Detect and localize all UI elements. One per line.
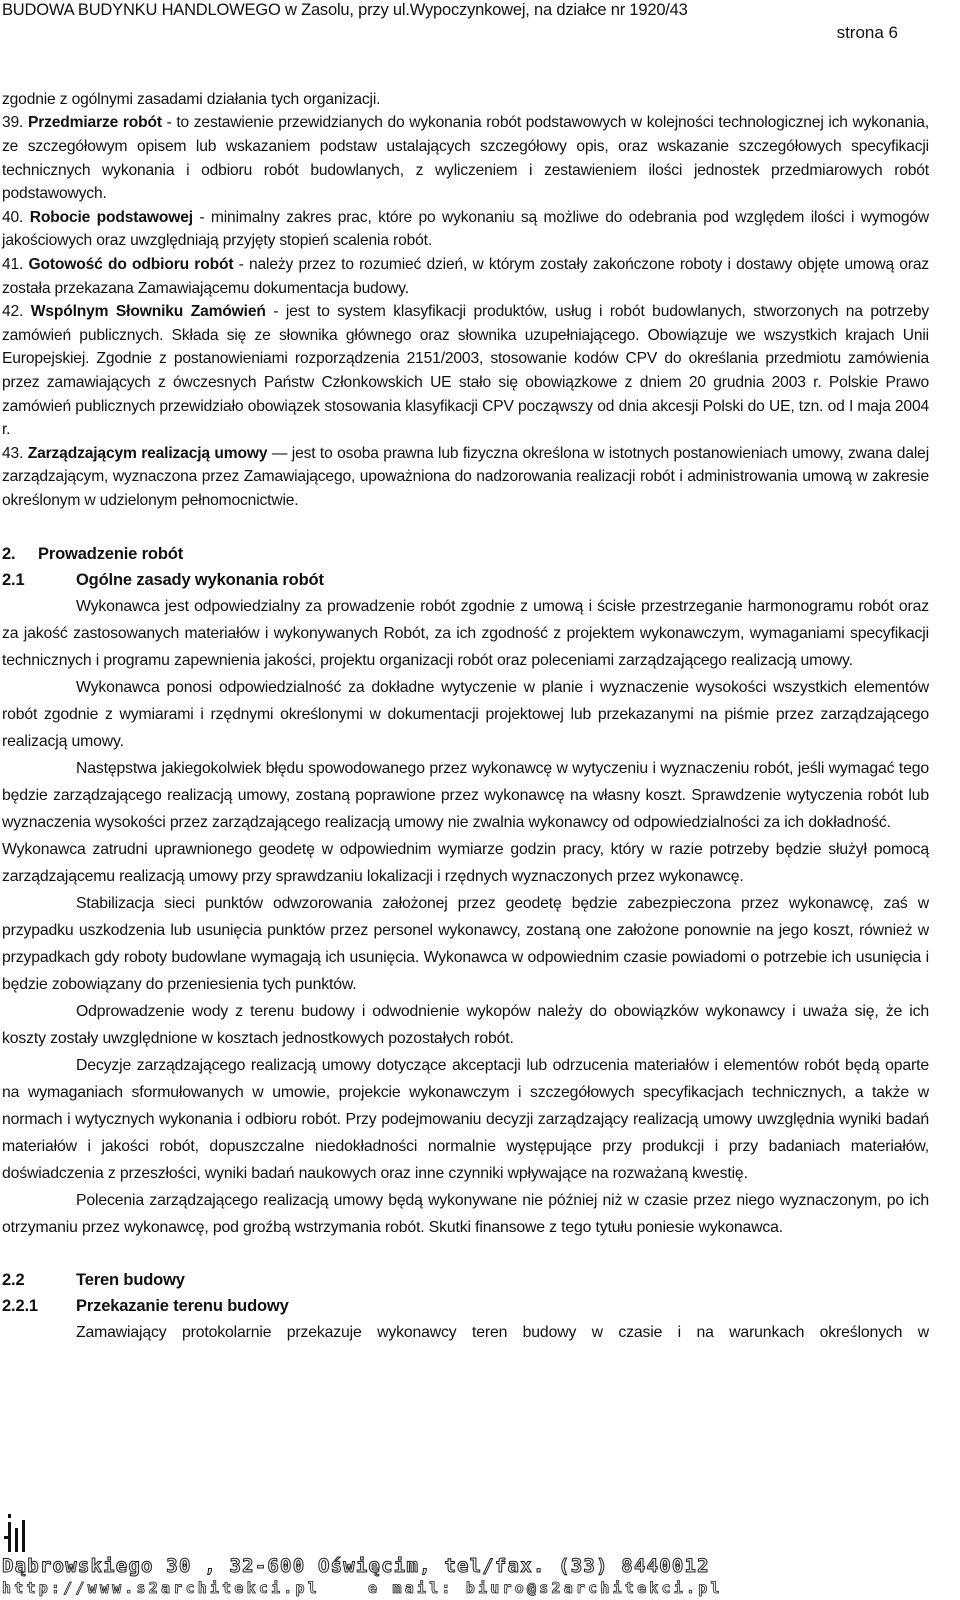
definition-40 [2,206,929,253]
section-heading-2-2 [2,1267,929,1293]
definition-text: - minimalny zakres prac, które po wykonaniu są możliwe do odebrania pod względem ilości i wymogów jakościowych oraz uwzględniają przyjęty stopień scalenia robót. [2,208,930,250]
paragraph: Polecenia zarządzającego realizacją umowy będą wykonywane nie później niż w czasie przez niego wyznaczonym, po ich otrzymaniu przez wykonawcę, pod groźbą wstrzymania robót. Skutki finansowe z tego tytułu poniesie wykonawca. [2,1191,929,1236]
definition-41 [2,253,929,300]
paragraph: Wykonawca zatrudni uprawnionego geodetę w odpowiednim wymiarze godzin pracy, który w razie potrzeby będzie służył pomocą zarządzającemu realizacją umowy przy sprawdzaniu lokalizacji i rzędnych wyznaczonych przez wykonawcę. [2,840,929,885]
company-logo-icon [4,1514,28,1554]
definition-term: Przedmiarze robót [27,114,162,132]
paragraph: Następstwa jakiegokolwiek błędu spowodowanego przez wykonawcę w wytyczeniu i wyznaczeniu robót, jeśli wymagać tego będzie zarządzającego realizacją umowy, zostaną poprawione przez wykonawcę na własny koszt. Sprawdzenie wytyczenia robót lub wyznaczenia wysokości przez zarządzającego realizacją umowy nie zwalnia wykonawcy od odpowiedzialności za ich dokładność. [2,759,929,831]
definition-number: 43. [2,444,24,462]
page-number: strona 6 [836,23,898,42]
paragraph: Stabilizacja sieci punktów odwzorowania założonej przez geodetę będzie zabezpieczona przez wykonawcę, zaś w przypadku uszkodzenia lub usunięcia punktów przez personel wykonawcy, zostaną one założone ponownie na jego koszt, również w przypadkach gdy roboty budowlane wymagają ich usunięcia. Wykonawca w odpowiednim czasie powiadomi o potrzebie ich usunięcia i będzie zobowiązany do przeniesienia tych punktów. [2,894,929,993]
section-heading-2 [2,541,929,567]
definition-number: 40. [2,208,24,226]
paragraph: Wykonawca ponosi odpowiedzialność za dokładne wytyczenie w planie i wyznaczenie wysokości wszystkich elementów robót zgodnie z wymiarami i rzędnymi określonymi w dokumentacji projektowej lub przekazanymi na piśmie przez zarządzającego realizacją umowy. [2,678,929,750]
section-title: Ogólne zasady wykonania robót [76,570,324,589]
paragraph: Wykonawca jest odpowiedzialny za prowadzenie robót zgodnie z umową i ścisłe przestrzeganie harmonogramu robót oraz za jakość zastosowanych materiałów i wykonywanych Robót, za ich zgodność z projektem wykonawczym, wymaganiami specyfikacji technicznych i programu zapewnienia jakości, projektu organizacji robót oraz poleceniami zarządzającego realizacją umowy. [2,597,929,669]
definition-39 [2,111,929,205]
definition-term: Gotowość do odbioru robót [28,255,234,273]
spacer [2,1241,929,1267]
definition-text: - to zestawienie przewidzianych do wykonania robót podstawowych w kolejności technologicznej ich wykonania, ze szczegółowym opisem lub wskazaniem podstaw ustalających szczegółowy opis, oraz wskazanie szczegółowych specyfikacji technicznych wykonania i odbioru robót budowlanych, z wyliczeniem i zestawieniem ilości jednostek przedmiarowych robót podstawowych. [2,114,930,203]
section-title: Przekazanie terenu budowy [76,1296,289,1315]
paragraph: Decyzje zarządzającego realizacją umowy dotyczące akceptacji lub odrzucenia materiałów i elementów robót będą oparte na wymaganiach sformułowanych w umowie, projekcie wykonawczym i szczegółowych specyfikacjach technicznych, a także w normach i wytycznych wykonania i odbioru robót. Przy podejmowaniu decyzji zarządzający realizacją umowy uwzględnia wyniki badań materiałów i jakości robót, dopuszczalne niedokładności normalnie występujące przy produkcji i przy badaniach materiałów, doświadczenia z przeszłości, wyniki badań naukowych oraz inne czynniki wpływające na rozważaną kwestię. [2,1056,929,1182]
section-number: 2.1 [2,570,25,589]
definition-term: Zarządzającym realizacją umowy [27,444,268,462]
definition-term: Wspólnym Słowniku Zamówień [30,303,266,321]
definition-number: 41. [2,255,24,273]
definition-43 [2,442,929,513]
definition-number: 39. [2,114,24,132]
paragraph: Odprowadzenie wody z terenu budowy i odwodnienie wykopów należy do obowiązków wykonawcy i uważa się, że ich koszty zostały uwzględnione w kosztach jednostkowych pozostałych robót. [2,1002,929,1047]
section-heading-2-2-1 [2,1293,929,1319]
footer-website-link[interactable]: http://www.s2architekci.pl [2,1579,320,1597]
definition-42 [2,300,929,442]
spacer [2,513,929,541]
section-number: 2. [2,544,16,563]
definition-text: - jest to system klasyfikacji produktów, usług i robót budowlanych, stworzonych na potrzeby zamówień publicznych. Składa się ze słownika głównego oraz słownika uzupełniającego. Obowiązuje we wszystkich krajach Unii Europejskiej. Zgodnie z postanowieniami rozporządzenia 2151/2003, stosowanie kodów CPV do określania przedmiotu zamówienia przez zamawiających z ówczesnych Państw Członkowskich UE stało się obowiązkowe z dniem 20 grudnia 2003 r. Polskie Prawo zamówień publicznych przewidziało obowiązek stosowania klasyfikacji CPV począwszy od dnia akcesji Polski do UE, tzn. od I maja 2004 r. [2,303,929,439]
section-heading-2-1 [2,567,929,593]
intro-line: zgodnie z ogólnymi zasadami działania tych organizacji. [2,91,381,108]
definition-text: - należy przez to rozumieć dzień, w którym zostały zakończone roboty i dostawy objęte umową oraz została przekazana Zamawiającemu dokumentacja budowy. [2,255,929,297]
section-number: 2.2 [2,1270,25,1289]
definition-text: — jest to osoba prawna lub fizyczna określona w istotnych postanowieniach umowy, zwana dalej zarządzającym, wyznaczona przez Zamawiającego, upoważniona do nadzorowania realizacji robót i administrowania umową w zakresie określonym w udzielonym pełnomocnictwie. [2,444,930,509]
paragraph: Zamawiający protokolarnie przekazuje wykonawcy teren budowy w czasie i na warunkach określonych w [76,1323,929,1341]
definition-number: 42. [2,303,24,321]
section-title: Prowadzenie robót [38,544,184,563]
footer-address: Dąbrowskiego 30 , 32-600 Oświęcim, tel/fax. (33) 8440012 [2,1555,710,1577]
document-body [2,88,929,1346]
footer-contact [2,1578,958,1598]
document-header-title: BUDOWA BUDYNKU HANDLOWEGO w Zasolu, przy ul.Wypoczynkowej, na działce nr 1920/43 [2,1,688,19]
section-number: 2.2.1 [2,1296,38,1315]
footer-email-link[interactable]: e mail: biuro@s2architekci.pl [368,1579,723,1597]
section-title: Teren budowy [76,1270,185,1289]
definition-term: Robocie podstawowej [29,208,193,226]
